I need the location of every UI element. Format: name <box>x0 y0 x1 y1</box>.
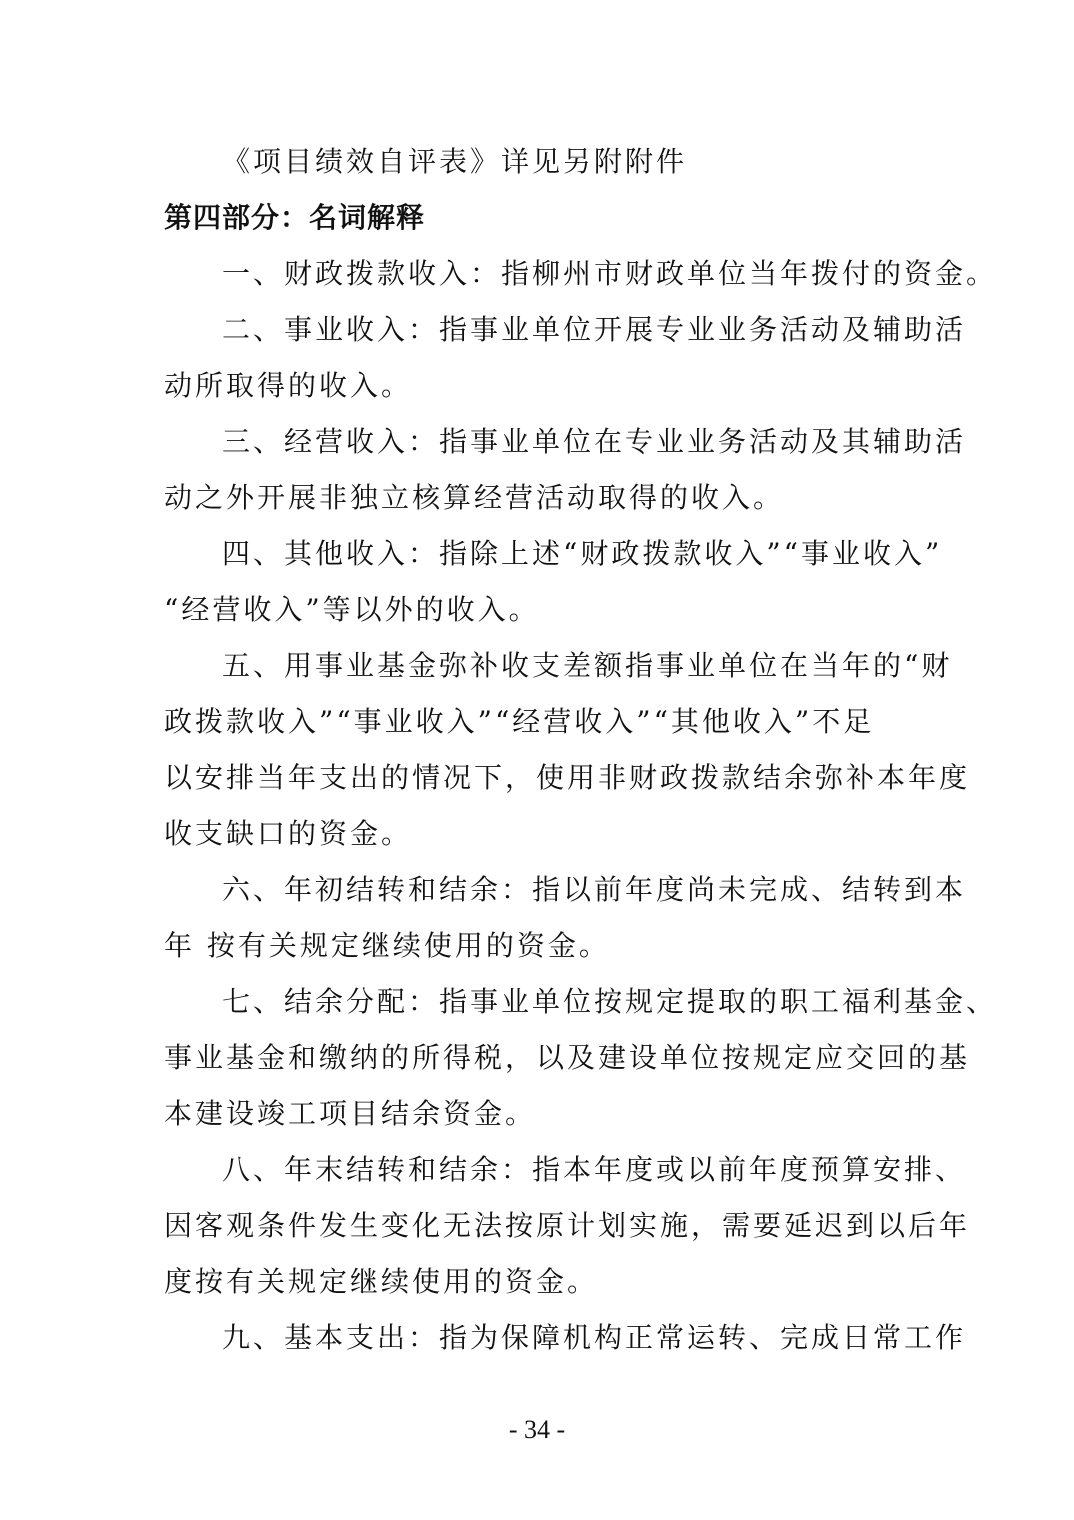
paragraph-line: 年 按有关规定继续使用的资金。 <box>164 929 610 962</box>
paragraph-line: 动所取得的收入。 <box>164 369 413 402</box>
page-content <box>164 134 998 1366</box>
page-number: - 34 - <box>508 1415 566 1444</box>
paragraph-line: 三、经营收入：指事业单位在专业业务活动及其辅助活 <box>222 425 967 458</box>
paragraph-line: 一、财政拨款收入：指柳州市财政单位当年拨付的资金。 <box>222 257 998 290</box>
paragraph-line: 以安排当年支出的情况下，使用非财政拨款结余弥补本年度 <box>164 761 971 794</box>
paragraph-line: 四、其他收入：指除上述“财政拨款收入”“事业收入” <box>222 537 943 570</box>
paragraph-line: 九、基本支出：指为保障机构正常运转、完成日常工作 <box>222 1321 967 1354</box>
paragraph-line: 事业基金和缴纳的所得税，以及建设单位按规定应交回的基 <box>164 1041 971 1074</box>
attachment-note: 《项目绩效自评表》详见另附附件 <box>222 145 688 178</box>
paragraph-line: 收支缺口的资金。 <box>164 817 413 850</box>
paragraph-line: 动之外开展非独立核算经营活动取得的收入。 <box>164 481 785 514</box>
paragraph-line: “经营收入”等以外的收入。 <box>164 593 540 626</box>
paragraph-line: 本建设竣工项目结余资金。 <box>164 1097 537 1130</box>
paragraph-line: 政拨款收入”“事业收入”“经营收入”“其他收入”不足 <box>164 705 875 738</box>
paragraph-line: 八、年末结转和结余：指本年度或以前年度预算安排、 <box>222 1153 967 1186</box>
section-heading: 第四部分：名词解释 <box>164 201 426 234</box>
paragraph-line: 度按有关规定继续使用的资金。 <box>164 1265 599 1298</box>
paragraph-line: 六、年初结转和结余：指以前年度尚未完成、结转到本 <box>222 873 967 906</box>
paragraph-line: 因客观条件发生变化无法按原计划实施，需要延迟到以后年 <box>164 1209 971 1242</box>
paragraph-line: 七、结余分配：指事业单位按规定提取的职工福利基金、 <box>222 985 998 1018</box>
paragraph-line: 二、事业收入：指事业单位开展专业业务活动及辅助活 <box>222 313 967 346</box>
paragraph-line: 五、用事业基金弥补收支差额指事业单位在当年的“财 <box>222 649 953 682</box>
